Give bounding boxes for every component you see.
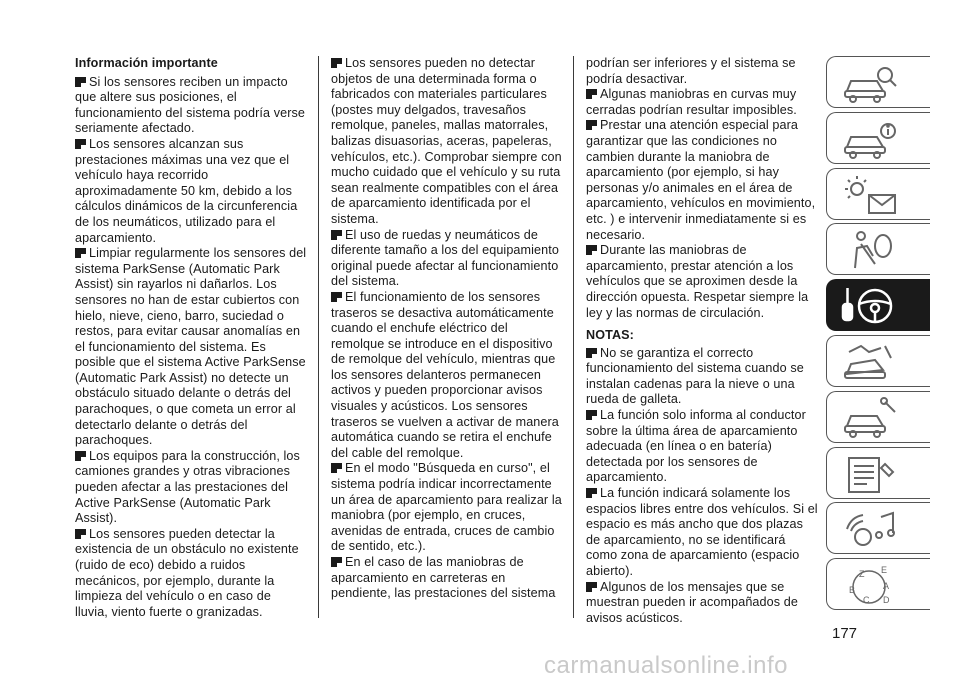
bullet-icon <box>586 410 597 420</box>
bullet-icon <box>75 451 86 461</box>
bullet-item: Prestar una atención especial para garantizar que las condiciones no cambien durante la maniobra de aparcamiento (por ejemplo, si hay personas y/o animales en el área de aparcamiento, vehículos en movimiento, etc. ) e intervenir inmediatamente si es necesario. <box>586 118 816 242</box>
bullet-icon <box>331 230 342 240</box>
tab-starting-driving[interactable] <box>826 279 930 331</box>
text-column-1 <box>75 56 307 620</box>
index-letter: E <box>881 565 888 576</box>
bullet-item: El uso de ruedas y neumáticos de diferente tamaño a los del equipamiento original puede afectar al funcionamiento del sistema. <box>331 227 559 289</box>
warning-lights-icon <box>841 173 901 217</box>
bullet-icon <box>75 139 86 149</box>
bullet-icon <box>331 292 342 302</box>
car-search-icon <box>841 61 901 105</box>
safety-airbag-icon <box>841 228 901 272</box>
bullet-icon <box>586 348 597 358</box>
bullet-icon <box>331 463 342 473</box>
bullet-item: En el modo "Búsqueda en curso", el sistema podría indicar incorrectamente un área de aparcamiento para realizar la maniobra (por ejemplo, en cruces, avenidas de entrada, cruces de cambio de sentido, etc.). <box>331 461 562 554</box>
index-letter: B <box>849 585 856 596</box>
tab-car-search[interactable] <box>826 56 930 108</box>
chapter-tabs <box>826 56 930 614</box>
bullet-item: Los sensores alcanzan sus prestaciones máximas una vez que el vehículo haya recorrido aproximadamente 50 km, debido a los cálculos dinámicos de la circunferencia de los neumáticos, utilizado para el aparcamiento. <box>75 136 298 245</box>
bullet-icon <box>586 245 597 255</box>
page-number: 177 <box>832 625 858 642</box>
notes-heading: NOTAS: <box>586 328 634 343</box>
tab-multimedia[interactable] <box>826 502 930 554</box>
car-info-icon <box>841 117 901 161</box>
continuation-text: podrían ser inferiores y el sistema se podría desactivar. <box>586 56 796 86</box>
text-column-3 <box>586 56 818 626</box>
bullet-icon <box>331 58 342 68</box>
bullet-item: Si los sensores reciben un impacto que altere sus posiciones, el funcionamiento del sistema podría verse seriamente afectado. <box>75 74 306 136</box>
bullet-icon <box>75 248 86 258</box>
note-item: Algunos de los mensajes que se muestran pueden ir acompañados de avisos acústicos. <box>586 579 798 625</box>
bullet-icon <box>586 120 597 130</box>
bullet-icon <box>75 529 86 539</box>
note-item: La función indicará solamente los espacios libres entre dos vehículos. Si el espacio es más ancho que dos plazas de aparcamiento, no se identificará como zona de aparcamiento (espacio abierto). <box>586 486 818 578</box>
bullet-icon <box>586 488 597 498</box>
multimedia-icon <box>841 507 901 551</box>
bullet-item: Los sensores pueden detectar la existencia de un obstáculo no existente (ruido de eco) debido a ruidos mecánicos, por ejemplo, durante la limpieza del vehículo o en caso de lluvia, viento fuerte o granizadas. <box>75 526 299 619</box>
car-crash-icon <box>841 340 901 384</box>
index-letter: Z <box>859 569 865 580</box>
index-letter: C <box>863 595 870 606</box>
bullet-item: Limpiar regularmente los sensores del sistema ParkSense (Automatic Park Assist) sin rayarlos ni dañarlos. Los sensores no han de estar cubiertos con hielo, nieve, cieno, barro, suciedad o restos, para evitar causar anomalías en el funcionamiento del sistema. Es posible que el sistema Active ParkSense (Automatic Park Assist) no detecte un obstáculo situado delante o detrás del parachoques, o que cometa un error al detectarlo delante o detrás del parachoques. <box>75 246 307 448</box>
note-item: No se garantiza el correcto funcionamiento del sistema cuando se instalan cadenas para la nieve o una rueda de galleta. <box>586 345 804 407</box>
column-divider <box>573 56 574 618</box>
tab-car-info[interactable] <box>826 112 930 164</box>
bullet-item: El funcionamiento de los sensores traseros se desactiva automáticamente cuando el enchufe eléctrico del remolque se introduce en el dispositivo de remolque del vehículo, mientras que los sensores delanteros permanecen activos y pueden proporcionar avisos visuales y acústicos. Los sensores traseros se vuelven a activar de manera automática cuando se retira el enchufe del cable del remolque. <box>331 289 559 460</box>
index-letter: A <box>883 581 890 592</box>
text-column-2 <box>331 56 563 602</box>
bullet-item: Durante las maniobras de aparcamiento, prestar atención a los vehículos que se aproximen desde la dirección opuesta. Respetar siempre la ley y las normas de circulación. <box>586 243 809 320</box>
alphabetical-index-icon <box>841 563 901 607</box>
bullet-item: Algunas maniobras en curvas muy cerradas podrían resultar imposibles. <box>586 87 797 117</box>
index-letter: D <box>883 595 890 606</box>
section-heading: Información importante <box>75 56 218 70</box>
bullet-item: Los sensores pueden no detectar objetos de una determinada forma o fabricados con materiales particulares (postes muy delgados, travesaños remolque, paneles, mallas matorrales, balizas disuasorias, aceras, papeleras, vehículos, etc.). Comprobar siempre con mucho cuidado que el vehículo y su ruta sean realmente compatibles con el área de aparcamiento identificada por el sistema. <box>331 56 562 226</box>
tab-warning-lights[interactable] <box>826 168 930 220</box>
note-item: La función solo informa al conductor sobre la última área de aparcamiento adecuada (en línea o en batería) detectada por los sensores de aparcamiento. <box>586 408 806 485</box>
car-service-icon <box>841 396 901 440</box>
tab-index[interactable] <box>826 558 930 610</box>
tab-servicing[interactable] <box>826 391 930 443</box>
tab-specifications[interactable] <box>826 447 930 499</box>
key-steering-wheel-icon <box>841 284 901 328</box>
specifications-icon <box>841 452 901 496</box>
tab-emergency[interactable] <box>826 335 930 387</box>
bullet-icon <box>586 89 597 99</box>
column-divider <box>318 56 319 618</box>
bullet-icon <box>586 582 597 592</box>
bullet-item: En el caso de las maniobras de aparcamiento en carreteras en pendiente, las prestaciones del sistema <box>331 555 556 601</box>
bullet-icon <box>75 77 86 87</box>
bullet-item: Los equipos para la construcción, los camiones grandes y otras vibraciones pueden afectar a las prestaciones del Active ParkSense (Automatic Park Assist). <box>75 448 300 526</box>
bullet-icon <box>331 557 342 567</box>
tab-safety[interactable] <box>826 223 930 275</box>
watermark: carmanualsonline.info <box>544 652 788 679</box>
